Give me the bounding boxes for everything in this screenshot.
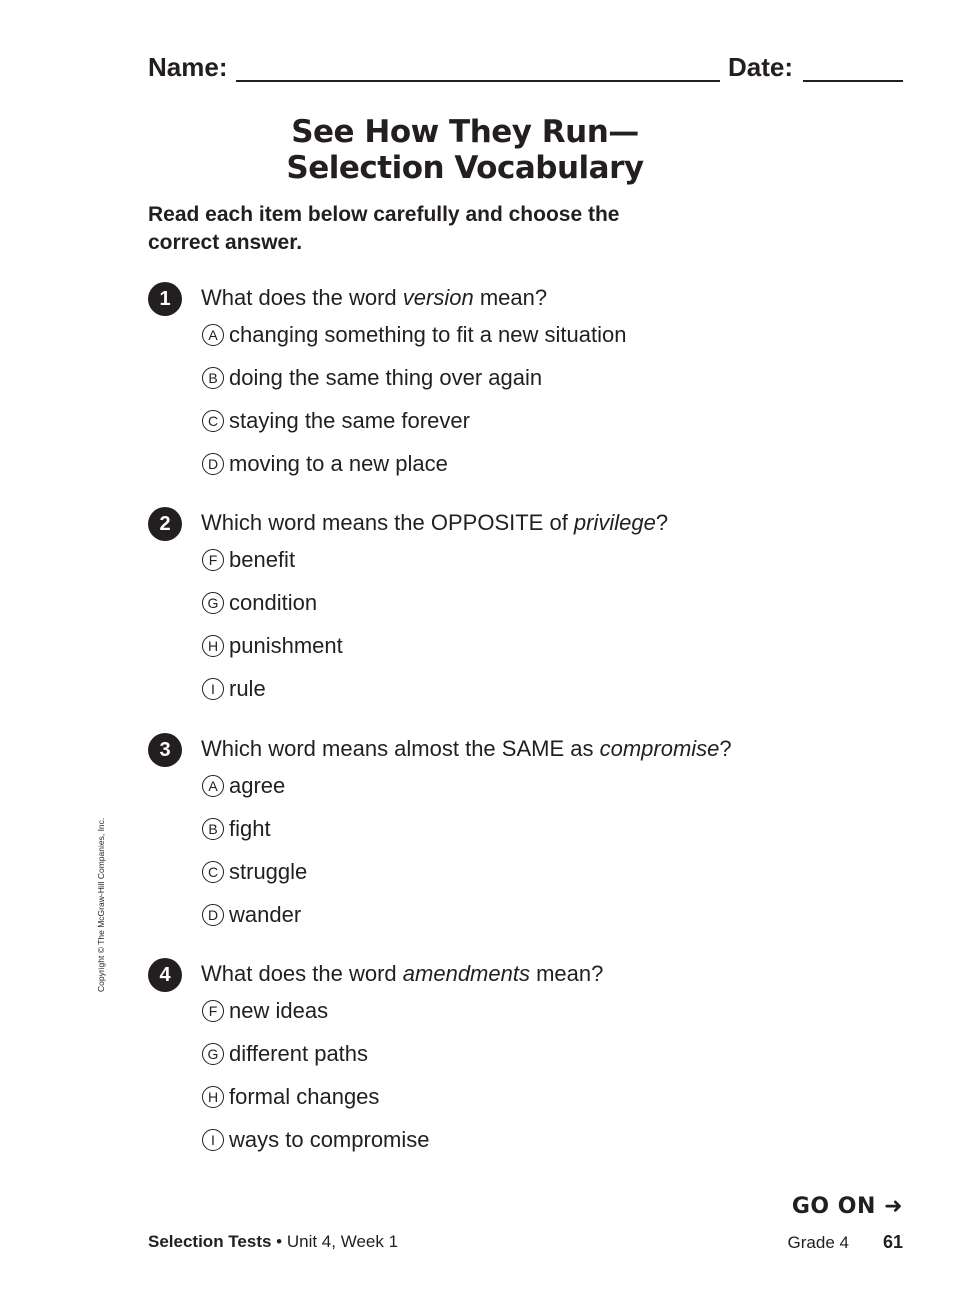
answer-bubble[interactable]: C xyxy=(202,410,224,432)
question-text: Which word means almost the SAME as compromise? xyxy=(201,736,732,761)
answer-choice[interactable]: A agree xyxy=(202,764,307,807)
answer-choice[interactable]: H punishment xyxy=(202,624,343,667)
answer-bubble[interactable]: F xyxy=(202,549,224,571)
page-number: 61 xyxy=(882,1232,903,1252)
answer-choice[interactable]: A changing something to fit a new situation xyxy=(202,313,626,356)
name-label: Name: xyxy=(148,52,228,82)
name-line[interactable] xyxy=(236,80,720,82)
footer-grade: Grade 4 xyxy=(787,1233,849,1252)
answer-choices xyxy=(202,764,307,936)
name-date-header xyxy=(148,52,903,86)
answer-bubble[interactable]: D xyxy=(202,904,224,926)
answer-choice[interactable]: C struggle xyxy=(202,850,307,893)
footer-series-name: Selection Tests xyxy=(148,1232,272,1251)
page-title xyxy=(230,114,700,186)
directions-line-2: correct answer. xyxy=(148,231,303,254)
answer-bubble[interactable]: H xyxy=(202,635,224,657)
answer-choice[interactable]: B doing the same thing over again xyxy=(202,356,626,399)
directions-line-1: Read each item below carefully and choose the xyxy=(148,203,620,226)
answer-bubble[interactable]: I xyxy=(202,678,224,700)
answer-bubble[interactable]: B xyxy=(202,818,224,840)
answer-bubble[interactable]: D xyxy=(202,453,224,475)
answer-choice[interactable]: D wander xyxy=(202,893,307,936)
question-number: 4 xyxy=(148,958,182,992)
answer-choice[interactable]: I rule xyxy=(202,667,343,710)
date-label: Date: xyxy=(728,52,794,82)
question-text: What does the word amendments mean? xyxy=(201,961,604,986)
answer-choice[interactable]: G condition xyxy=(202,581,343,624)
question-number: 2 xyxy=(148,507,182,541)
directions xyxy=(148,201,708,257)
answer-choice[interactable]: F new ideas xyxy=(202,989,430,1032)
question-text: Which word means the OPPOSITE of privilege? xyxy=(201,510,669,535)
answer-choice[interactable]: F benefit xyxy=(202,538,343,581)
answer-choice[interactable]: G different paths xyxy=(202,1032,430,1075)
vocab-term: version xyxy=(402,285,474,310)
answer-bubble[interactable]: G xyxy=(202,1043,224,1065)
question-number: 3 xyxy=(148,733,182,767)
answer-bubble[interactable]: I xyxy=(202,1129,224,1151)
answer-bubble[interactable]: A xyxy=(202,324,224,346)
answer-bubble[interactable]: B xyxy=(202,367,224,389)
title-line-2: Selection Vocabulary xyxy=(286,150,644,186)
answer-choices xyxy=(202,989,430,1161)
answer-choice[interactable]: H formal changes xyxy=(202,1075,430,1118)
answer-bubble[interactable]: F xyxy=(202,1000,224,1022)
footer-page-info xyxy=(788,1232,903,1253)
question-text: What does the word version mean? xyxy=(201,285,548,310)
answer-bubble[interactable]: C xyxy=(202,861,224,883)
answer-choice[interactable]: I ways to compromise xyxy=(202,1118,430,1161)
answer-bubble[interactable]: G xyxy=(202,592,224,614)
answer-choices xyxy=(202,313,626,485)
copyright-notice: Copyright © The McGraw-Hill Companies, Inc. xyxy=(96,817,106,992)
go-on-label: GO ON ➜ xyxy=(791,1194,903,1219)
answer-choice[interactable]: C staying the same forever xyxy=(202,399,626,442)
vocab-term: privilege xyxy=(573,510,656,535)
vocab-term: amendments xyxy=(402,961,530,986)
title-line-1: See How They Run— xyxy=(291,114,639,150)
date-line[interactable] xyxy=(803,80,903,82)
footer-series xyxy=(148,1232,398,1252)
question-number: 1 xyxy=(148,282,182,316)
footer-unit: • Unit 4, Week 1 xyxy=(271,1232,399,1251)
answer-bubble[interactable]: A xyxy=(202,775,224,797)
answer-choice[interactable]: D moving to a new place xyxy=(202,442,626,485)
answer-choices xyxy=(202,538,343,710)
vocab-term: compromise xyxy=(599,736,720,761)
answer-bubble[interactable]: H xyxy=(202,1086,224,1108)
answer-choice[interactable]: B fight xyxy=(202,807,307,850)
